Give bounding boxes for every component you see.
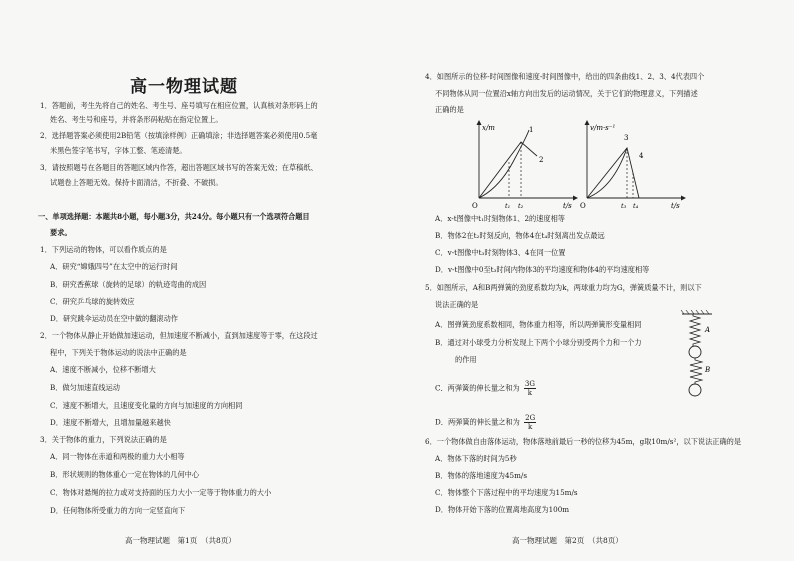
xt-origin: O [472, 202, 478, 210]
vt-graph [577, 118, 689, 210]
option-b: B．研究香蕉球（旋转的足球）的轨迹弯曲的成因 [50, 280, 207, 289]
vt-curve-4: 4 [639, 152, 644, 160]
vt-origin: O [580, 202, 586, 210]
instruction-line: 3．请按照题号在各题目的答题区域内作答，超出答题区域书写的答案无效；在草稿纸、 [40, 163, 318, 172]
option-b: B．形状规则的物体重心一定在物体的几何中心 [50, 470, 200, 479]
vt-ylabel: v/m·s⁻¹ [590, 124, 616, 132]
question-stem: 5．如图所示，A和B两弹簧的劲度系数均为k，两球重力均为G，弹簧质量不计，则以下 [425, 283, 702, 292]
option-c: C．物体整个下落过程中的平均速度为15m/s [435, 488, 578, 497]
option-b: B．物体的落地速度为45m/s [435, 471, 528, 480]
instruction-line: 1．答题前，考生先将自己的姓名、考生号、座号填写在相应位置，认真核对条形码上的 [40, 101, 318, 110]
question-stem: 说法正确的是 [435, 300, 479, 309]
question-stem: 2．一个物体从静止开始做加速运动，但加速度不断减小，直到加速度等于零，在这段过 [40, 331, 318, 340]
option-a: A．图弹簧劲度系数相同，物体重力相等，所以两弹簧形变量相同 [435, 320, 642, 329]
fraction-d: $\frac{2G}{k}$ [525, 414, 536, 431]
fraction-c: $\frac{3G}{k}$ [524, 380, 535, 397]
option-d: D．研究跳伞运动员在空中做的翻滚动作 [50, 314, 178, 323]
question-stem: 6．一个物体做自由落体运动，物体落地前最后一秒的位移为45m，g取10m/s²，以下说法正确的是 [425, 437, 742, 446]
question-stem: 正确的是 [435, 105, 464, 114]
option-a: A．同一物体在赤道和两极的重力大小相等 [50, 452, 185, 461]
spring-figure [680, 310, 714, 402]
option-b-cont: 的作用 [455, 355, 477, 364]
question-stem: 程中，下列关于物体运动的说法中正确的是 [50, 348, 187, 357]
option-c: C．物体对悬绳的拉力或对支持面的压力大小一定等于物体重力的大小 [50, 488, 272, 497]
xt-ylabel: x/m [482, 124, 495, 132]
xt-t2: t₂ [518, 202, 524, 210]
page-footer: 高一物理试题 第1页 （共8页） [125, 536, 236, 545]
option-b: B．通过对小球受力分析发现上下两个小球分别受两个力和一个力 [435, 338, 642, 347]
option-c: C．速度不断增大，且速度变化量的方向与加速度的方向相同 [50, 401, 243, 410]
instruction-line: 米黑色签字笔书写，字体工整、笔迹清楚。 [50, 146, 187, 155]
vt-t3: t₃ [621, 202, 627, 210]
xt-xlabel: t/s [563, 202, 572, 210]
question-stem: 4．如图所示的位移-时间图像和速度-时间图像中，给出的四条曲线1、2、3、4代表四个 [425, 72, 705, 81]
page-footer: 高一物理试题 第2页 （共8页） [512, 536, 623, 545]
option-c: C．两弹簧的伸长量之和为 $\frac{3G}{k}$ [435, 380, 535, 397]
vt-t4: t₄ [633, 202, 639, 210]
question-stem: 3．关于物体的重力，下列说法正确的是 [40, 435, 167, 444]
option-d: D．两弹簧的伸长量之和为 $\frac{2G}{k}$ [435, 414, 536, 431]
xt-curve-2: 2 [539, 156, 544, 164]
option-d: D．物体开始下落的位置离地高度为100m [435, 505, 570, 514]
question-stem: 1．下列运动的物体，可以看作质点的是 [40, 245, 167, 254]
option-b: B．做匀加速直线运动 [50, 383, 120, 392]
option-a: A．研究“嫦娥四号”在太空中的运行时间 [50, 262, 178, 271]
option-b: B．物体2在t₂时刻反向，物体4在t₄时刻离出发点最远 [435, 231, 605, 240]
section-heading: 要求。 [50, 228, 72, 237]
option-c: C．v-t图像中t₃时刻物体3、4在同一位置 [435, 248, 566, 257]
instruction-line: 姓名、考生号和座号，并将条形码粘贴在指定位置上。 [50, 115, 223, 124]
xt-graph [469, 118, 579, 210]
xt-curve-1: 1 [529, 126, 534, 134]
question-stem: 不同物体从同一位置沿x轴方向出发后的运动情况，关于它们的物理意义，下列描述 [435, 89, 698, 98]
section-heading: 一、单项选择题：本题共8小题，每小题3分，共24分。每小题只有一个选项符合题目 [38, 212, 310, 221]
page-2 [397, 0, 794, 561]
option-a: A．速度不断减小，位移不断增大 [50, 365, 156, 374]
option-d: D．任何物体所受重力的方向一定竖直向下 [50, 506, 186, 515]
spring-a-label: A [705, 326, 711, 334]
option-a: A．物体下落的时间为5秒 [435, 454, 517, 463]
instruction-line: 2．选择题答案必须使用2B铅笔（按填涂样例）正确填涂；非选择题答案必须使用0.5毫 [40, 131, 318, 140]
exam-title: 高一物理试题 [130, 77, 238, 97]
spring-b-label: B [705, 366, 711, 374]
vt-curve-3: 3 [624, 134, 629, 142]
instruction-line: 试题卷上答题无效。保持卡面清洁，不折叠、不破损。 [50, 178, 223, 187]
option-d: D．v-t图像中0至t₃时间内物体3的平均速度和物体4的平均速度相等 [435, 265, 650, 274]
xt-t1: t₁ [505, 202, 511, 210]
option-d: D．速度不断增大，且增加量越来越快 [50, 418, 171, 427]
option-a: A．x-t图像中t₁时刻物体1、2的速度相等 [435, 214, 565, 223]
option-c: C．研究乒乓球的旋转效应 [50, 297, 135, 306]
vt-xlabel: t/s [671, 202, 680, 210]
